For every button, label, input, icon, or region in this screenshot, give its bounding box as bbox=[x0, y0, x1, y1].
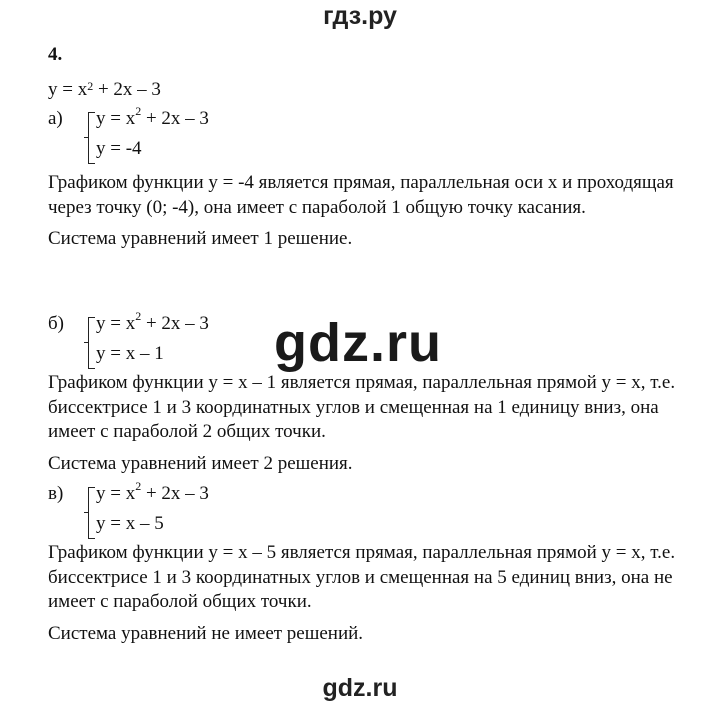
eq-rest: + 2x – 3 bbox=[141, 313, 209, 334]
site-header: гдз.ру bbox=[323, 2, 397, 30]
equation-2: y = -4 bbox=[96, 138, 142, 159]
part-label: б) bbox=[48, 313, 64, 334]
explanation-a: Графиком функции y = -4 является прямая, параллельная оси x и проходящая через точку (0; -4), она имеет с параболой 1 общую точку касания. bbox=[48, 172, 674, 218]
eq-rest: + 2x – 3 bbox=[141, 108, 209, 129]
eq-exponent: 2 bbox=[135, 309, 142, 323]
eq-base: y = x bbox=[96, 483, 136, 504]
eq-base: y = x bbox=[96, 108, 136, 129]
formula-exponent: 2 bbox=[87, 79, 94, 93]
eq-rest: + 2x – 3 bbox=[141, 483, 209, 504]
conclusion-c: Система уравнений не имеет решений. bbox=[48, 623, 364, 644]
conclusion-a: Система уравнений имеет 1 решение. bbox=[48, 228, 353, 249]
explanation-b: Графиком функции y = x – 1 является прямая, параллельная прямой y = x, т.е. биссектрисе 1 и 3 координатных углов и смещенная на 1 единицу вниз, она имеет с параболой 2 общих точки. bbox=[48, 372, 676, 442]
function-formula bbox=[48, 78, 161, 102]
brace-icon bbox=[88, 112, 95, 164]
formula-rest: + 2x – 3 bbox=[93, 79, 161, 100]
watermark: gdz.ru bbox=[274, 313, 442, 373]
eq-exponent: 2 bbox=[135, 479, 142, 493]
brace-icon bbox=[88, 317, 95, 369]
explanation-c: Графиком функции y = x – 5 является прямая, параллельная прямой y = x, т.е. биссектрисе 1 и 3 координатных углов и смещенная на 5 единиц вниз, она не имеет с параболой общих точки. bbox=[48, 542, 676, 612]
part-label: а) bbox=[48, 108, 63, 129]
equation-1 bbox=[96, 479, 209, 505]
conclusion-b: Система уравнений имеет 2 решения. bbox=[48, 453, 353, 474]
equation-1 bbox=[96, 104, 209, 130]
equation-2: y = x – 5 bbox=[96, 513, 164, 534]
equation-1 bbox=[96, 309, 209, 335]
site-footer: gdz.ru bbox=[322, 674, 398, 702]
part-label: в) bbox=[48, 483, 64, 504]
eq-base: y = x bbox=[96, 313, 136, 334]
eq-exponent: 2 bbox=[135, 104, 142, 118]
formula-base: y = x bbox=[48, 79, 88, 100]
brace-icon bbox=[88, 487, 95, 539]
task-number: 4. bbox=[48, 44, 63, 65]
equation-2: y = x – 1 bbox=[96, 343, 164, 364]
